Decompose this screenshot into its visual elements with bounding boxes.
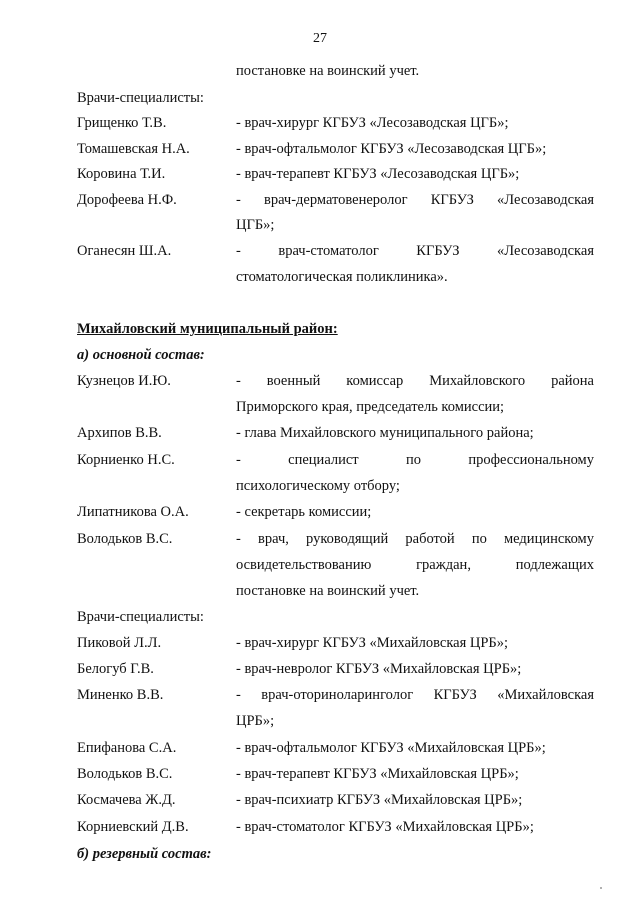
member-name: Грищенко Т.В. — [77, 115, 167, 131]
member-name: Липатникова О.А. — [77, 504, 189, 520]
member-name: Кузнецов И.Ю. — [77, 373, 171, 389]
member-role-block — [236, 372, 594, 390]
member-role-block — [236, 686, 594, 704]
member-role-block — [236, 191, 594, 209]
member-role-cont: психологическому отбору; — [236, 478, 400, 494]
reserve-composition-heading: б) резервный состав: — [77, 846, 212, 862]
member-role-block — [236, 530, 594, 548]
member-name: Володьков В.С. — [77, 766, 173, 782]
continuation-text: постановке на воинский учет. — [236, 63, 420, 79]
member-role-cont: ЦРБ»; — [236, 713, 275, 729]
scan-speck — [600, 887, 602, 889]
member-role: - врач-хирург КГБУЗ «Михайловская ЦРБ»; — [236, 635, 509, 651]
specialists-heading: Врачи-специалисты: — [77, 609, 204, 625]
member-role-cont: стоматологическая поликлиника». — [236, 269, 448, 285]
member-role: - врач-психиатр КГБУЗ «Михайловская ЦРБ»; — [236, 792, 523, 808]
member-role-cont: ЦГБ»; — [236, 217, 275, 233]
member-role: - врач-стоматолог КГБУЗ «Михайловская ЦРБ»; — [236, 819, 534, 835]
member-name: Оганесян Ш.А. — [77, 243, 172, 259]
member-name: Володьков В.С. — [77, 531, 173, 547]
member-role: - врач-оториноларинголог КГБУЗ «Михайловская — [236, 687, 594, 703]
member-name: Архипов В.В. — [77, 425, 162, 441]
member-role: - врач-офтальмолог КГБУЗ «Михайловская ЦРБ»; — [236, 740, 546, 756]
member-role: - врач-невролог КГБУЗ «Михайловская ЦРБ»; — [236, 661, 522, 677]
member-role: - глава Михайловского муниципального района; — [236, 425, 534, 441]
main-composition-heading: а) основной состав: — [77, 347, 205, 363]
member-role-block — [236, 242, 594, 260]
member-role-block — [236, 556, 594, 574]
member-name: Пиковой Л.Л. — [77, 635, 162, 651]
member-role: - врач-хирург КГБУЗ «Лесозаводская ЦГБ»; — [236, 115, 509, 131]
member-name: Томашевская Н.А. — [77, 141, 190, 157]
member-role: - врач-терапевт КГБУЗ «Лесозаводская ЦГБ»; — [236, 166, 520, 182]
member-role: - врач-терапевт КГБУЗ «Михайловская ЦРБ»; — [236, 766, 519, 782]
member-name: Епифанова С.А. — [77, 740, 177, 756]
member-role-cont: Приморского края, председатель комиссии; — [236, 399, 505, 415]
member-role: - врач-стоматолог КГБУЗ «Лесозаводская — [236, 243, 594, 259]
member-role: - секретарь комиссии; — [236, 504, 372, 520]
member-role-cont: постановке на воинский учет. — [236, 583, 420, 599]
member-name: Корниевский Д.В. — [77, 819, 189, 835]
member-name: Корниенко Н.С. — [77, 452, 175, 468]
member-name: Миненко В.В. — [77, 687, 164, 703]
member-role: - врач-дерматовенеролог КГБУЗ «Лесозаводская — [236, 192, 594, 208]
member-role: - врач-офтальмолог КГБУЗ «Лесозаводская ЦГБ»; — [236, 141, 547, 157]
member-name: Космачева Ж.Д. — [77, 792, 176, 808]
specialists-heading: Врачи-специалисты: — [77, 90, 204, 106]
member-name: Белогуб Г.В. — [77, 661, 154, 677]
district-title: Михайловский муниципальный район: — [77, 321, 338, 337]
member-role: - специалист по профессиональному — [236, 452, 594, 468]
page-number: 27 — [313, 31, 327, 46]
member-role: - военный комиссар Михайловского района — [236, 373, 594, 389]
member-role: - врач, руководящий работой по медицинскому — [236, 531, 594, 547]
member-role-cont: освидетельствованию граждан, подлежащих — [236, 557, 594, 573]
member-role-block — [236, 451, 594, 469]
member-name: Коровина Т.И. — [77, 166, 166, 182]
member-name: Дорофеева Н.Ф. — [77, 192, 177, 208]
